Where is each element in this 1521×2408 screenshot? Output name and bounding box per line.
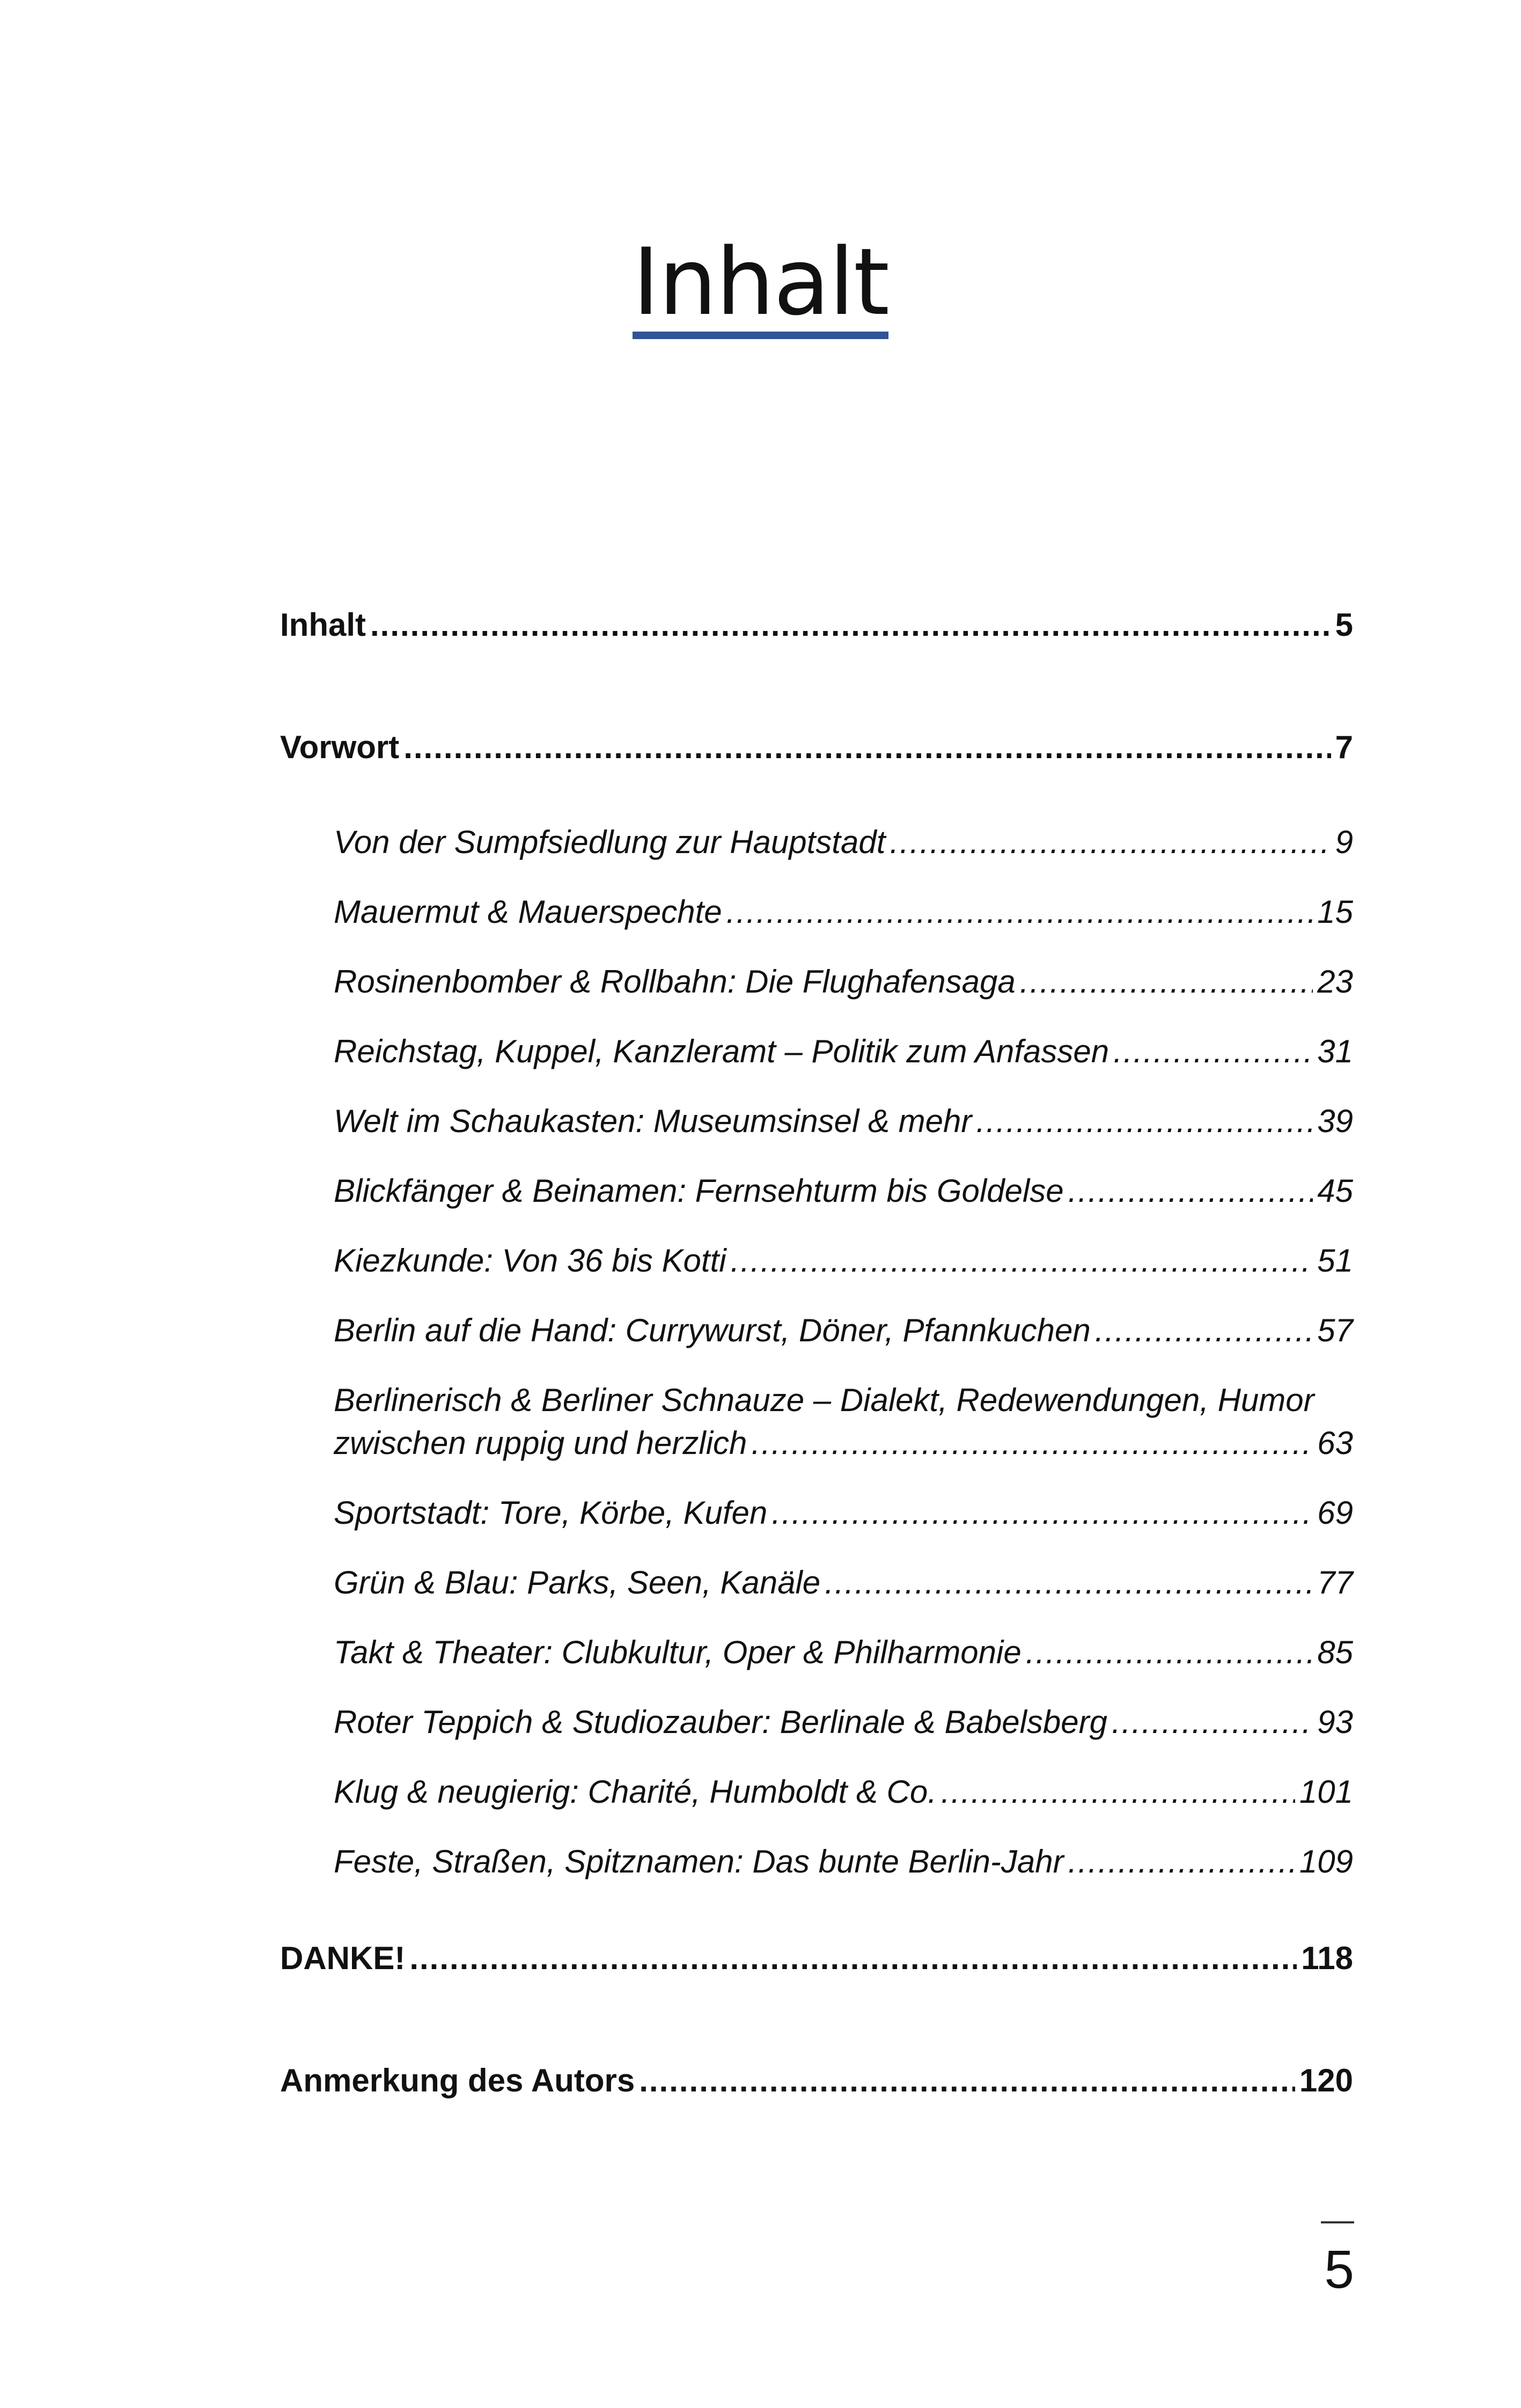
dot-leader [370,604,1331,647]
toc-entry-label: Roter Teppich & Studiozauber: Berlinale & Babelsberg [334,1704,1107,1740]
toc-entry-chapter[interactable] [334,1100,1353,1143]
dot-leader [976,1100,1313,1143]
toc-entry-label: DANKE! [280,1940,406,1976]
toc-entry-anmerkung[interactable] [280,2059,1353,2102]
toc-entry-chapter[interactable] [334,1771,1353,1814]
dot-leader [941,1771,1295,1814]
dot-leader [1068,1170,1313,1213]
toc-entry-line-2 [334,1422,1353,1465]
toc-entry-chapter[interactable] [334,1492,1353,1535]
dot-leader [1026,1631,1313,1674]
toc-entry-label: Anmerkung des Autors [280,2062,635,2098]
toc-entry-inhalt[interactable] [280,604,1353,647]
toc-page-number: 85 [1317,1634,1353,1670]
toc-page-number: 118 [1301,1940,1353,1976]
toc-entry-label: Rosinenbomber & Rollbahn: Die Flughafensaga [334,964,1016,1000]
toc-page-number: 69 [1317,1495,1353,1531]
page-number: 5 [1324,2240,1354,2300]
toc-entry-danke[interactable] [280,1937,1353,1980]
toc-entry-label: Von der Sumpfsiedlung zur Hauptstadt [334,824,886,860]
toc-entry-chapter[interactable] [334,1170,1353,1213]
toc-page-number: 15 [1317,894,1353,930]
toc-entry-chapter[interactable] [334,1030,1353,1073]
dot-leader [1068,1840,1295,1883]
dot-leader [751,1422,1313,1465]
toc-entry-chapter[interactable] [334,1561,1353,1604]
toc-page-number: 45 [1317,1173,1353,1209]
toc-page-number: 5 [1335,607,1353,643]
toc-entry-label: Feste, Straßen, Spitznamen: Das bunte Berlin-Jahr [334,1844,1064,1880]
dot-leader [409,1937,1297,1980]
toc-entry-chapter[interactable] [334,1840,1353,1883]
toc-entry-label: Vorwort [280,729,400,765]
toc-entry-label: Klug & neugierig: Charité, Humboldt & Co. [334,1774,937,1810]
dot-leader [639,2059,1295,2102]
dot-leader [825,1561,1313,1604]
toc-entry-label: Reichstag, Kuppel, Kanzleramt – Politik zum Anfassen [334,1033,1109,1069]
toc-entry-label: Berlin auf die Hand: Currywurst, Döner, Pfannkuchen [334,1312,1091,1348]
toc-entry-label: Takt & Theater: Clubkultur, Oper & Philharmonie [334,1634,1022,1670]
toc-entry-chapter[interactable] [334,1239,1353,1282]
dot-leader [1112,1701,1313,1744]
toc-entry-chapter[interactable] [334,1309,1353,1352]
toc-entry-chapter[interactable] [334,1701,1353,1744]
toc-page-number: 77 [1317,1565,1353,1601]
toc-page-number: 109 [1299,1844,1353,1880]
toc-entry-label: Sportstadt: Tore, Körbe, Kufen [334,1495,768,1531]
toc-page-number: 101 [1299,1774,1353,1810]
dot-leader [403,726,1331,769]
dot-leader [890,821,1331,864]
toc-page-number: 23 [1317,964,1353,1000]
toc-entry-label-line-2: zwischen ruppig und herzlich [334,1425,747,1461]
toc-entry-label: Blickfänger & Beinamen: Fernsehturm bis Goldelse [334,1173,1064,1209]
toc-entry-chapter[interactable] [334,1631,1353,1674]
toc-entry-vorwort[interactable] [280,726,1353,769]
toc-entry-label: Mauermut & Mauerspechte [334,894,722,930]
dot-leader [726,891,1313,934]
dot-leader [1095,1309,1313,1352]
toc-entry-label: Inhalt [280,607,366,643]
dot-leader [1113,1030,1313,1073]
toc-page-number: 57 [1317,1312,1353,1348]
dot-leader [731,1239,1313,1282]
toc-page-number: 39 [1317,1103,1353,1139]
toc-page-number: 93 [1317,1704,1353,1740]
toc-page-number: 31 [1317,1033,1353,1069]
toc-entry-chapter[interactable] [334,821,1353,864]
footer-rule [1321,2221,1354,2223]
toc-entry-label: Kiezkunde: Von 36 bis Kotti [334,1243,726,1279]
toc-entry-chapter-wrapped[interactable] [334,1379,1353,1465]
toc-page-number: 63 [1317,1425,1353,1461]
toc-page-number: 51 [1317,1243,1353,1279]
toc-page-number: 7 [1335,729,1353,765]
toc-entry-chapter[interactable] [334,891,1353,934]
dot-leader [1020,960,1313,1003]
toc-entry-label-line-1: Berlinerisch & Berliner Schnauze – Dialekt, Redewendungen, Humor [334,1382,1314,1418]
page-title-text: Inhalt [633,236,888,339]
toc-page-number: 120 [1299,2062,1353,2098]
toc-page-number: 9 [1335,824,1353,860]
dot-leader [771,1492,1313,1535]
toc-entry-label: Welt im Schaukasten: Museumsinsel & mehr [334,1103,972,1139]
toc-entry-label: Grün & Blau: Parks, Seen, Kanäle [334,1565,821,1601]
toc-entry-chapter[interactable] [334,960,1353,1003]
